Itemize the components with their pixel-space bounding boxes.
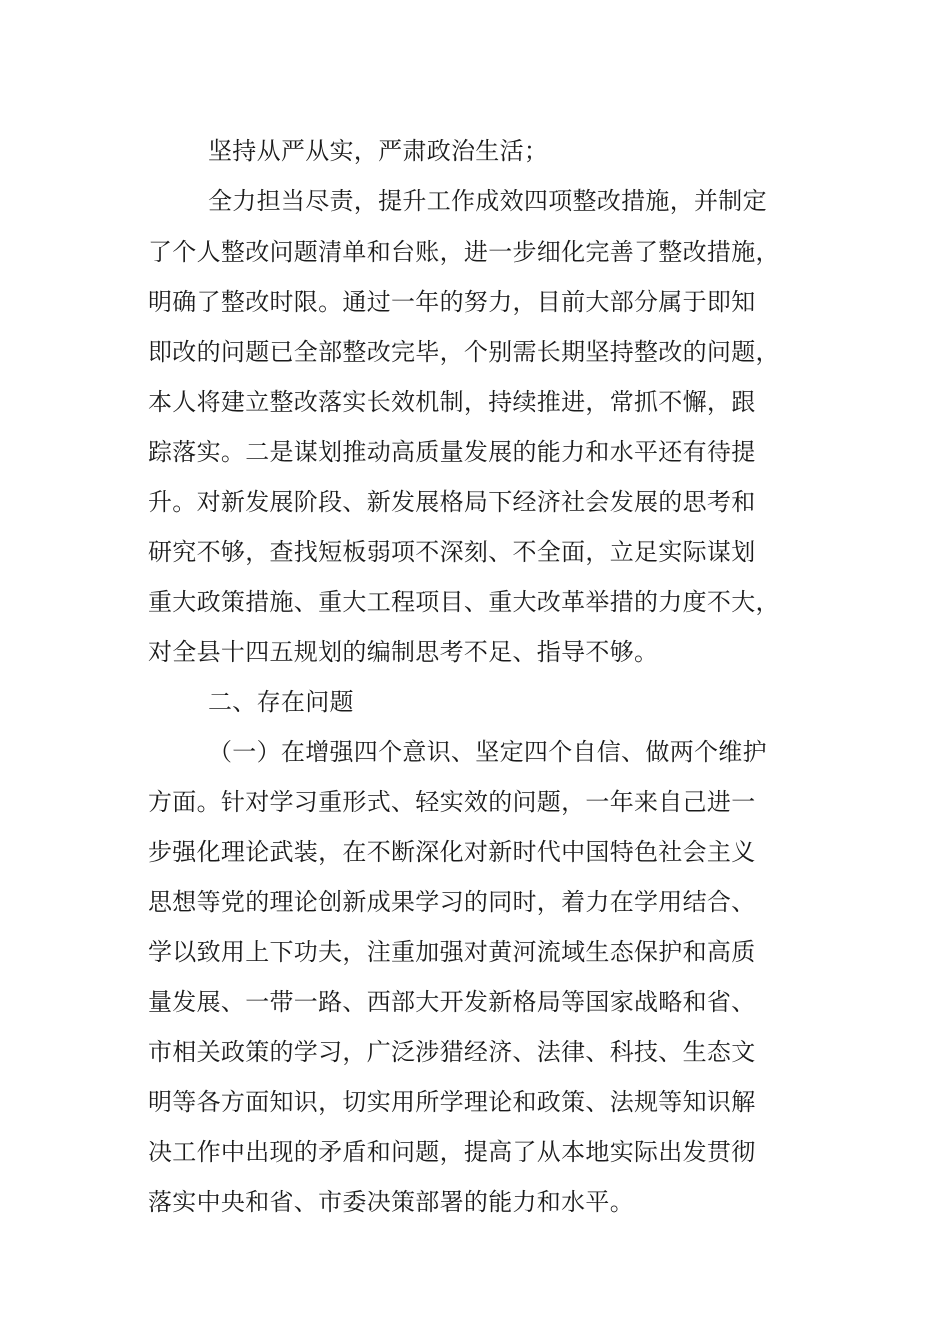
text-line: 明等各方面知识，切实用所学理论和政策、法规等知识解 <box>148 1088 756 1116</box>
text-line: 学以致用上下功夫，注重加强对黄河流域生态保护和高质 <box>148 938 756 966</box>
text-line: 研究不够，查找短板弱项不深刻、不全面，立足实际谋划 <box>148 538 756 566</box>
text-line: 思想等党的理论创新成果学习的同时，着力在学用结合、 <box>148 888 756 916</box>
text-line: 全力担当尽责，提升工作成效四项整改措施，并制定 <box>208 187 767 215</box>
section-heading: 二、存在问题 <box>208 688 354 716</box>
text-line: 了个人整改问题清单和台账，进一步细化完善了整改措施， <box>148 238 780 266</box>
text-line: 升。对新发展阶段、新发展格局下经济社会发展的思考和 <box>148 488 756 516</box>
text-line: 决工作中出现的矛盾和问题，提高了从本地实际出发贯彻 <box>148 1138 756 1166</box>
text-line: 即改的问题已全部整改完毕，个别需长期坚持整改的问题， <box>148 338 780 366</box>
subsection-heading: （一）在增强四个意识、坚定四个自信、做两个维护 <box>208 738 767 766</box>
text-line: 重大政策措施、重大工程项目、重大改革举措的力度不大， <box>148 588 780 616</box>
text-line: 步强化理论武装，在不断深化对新时代中国特色社会主义 <box>148 838 756 866</box>
text-line: 踪落实。二是谋划推动高质量发展的能力和水平还有待提 <box>148 438 756 466</box>
text-line: 市相关政策的学习，广泛涉猎经济、法律、科技、生态文 <box>148 1038 756 1066</box>
text-line: 本人将建立整改落实长效机制，持续推进，常抓不懈，跟 <box>148 388 756 416</box>
text-line: 落实中央和省、市委决策部署的能力和水平。 <box>148 1188 634 1216</box>
text-line: 量发展、一带一路、西部大开发新格局等国家战略和省、 <box>148 988 756 1016</box>
text-line: 对全县十四五规划的编制思考不足、指导不够。 <box>148 638 659 666</box>
text-line: 坚持从严从实，严肃政治生活； <box>208 137 549 165</box>
text-line: 方面。针对学习重形式、轻实效的问题，一年来自己进一 <box>148 788 756 816</box>
text-line: 明确了整改时限。通过一年的努力，目前大部分属于即知 <box>148 288 756 316</box>
